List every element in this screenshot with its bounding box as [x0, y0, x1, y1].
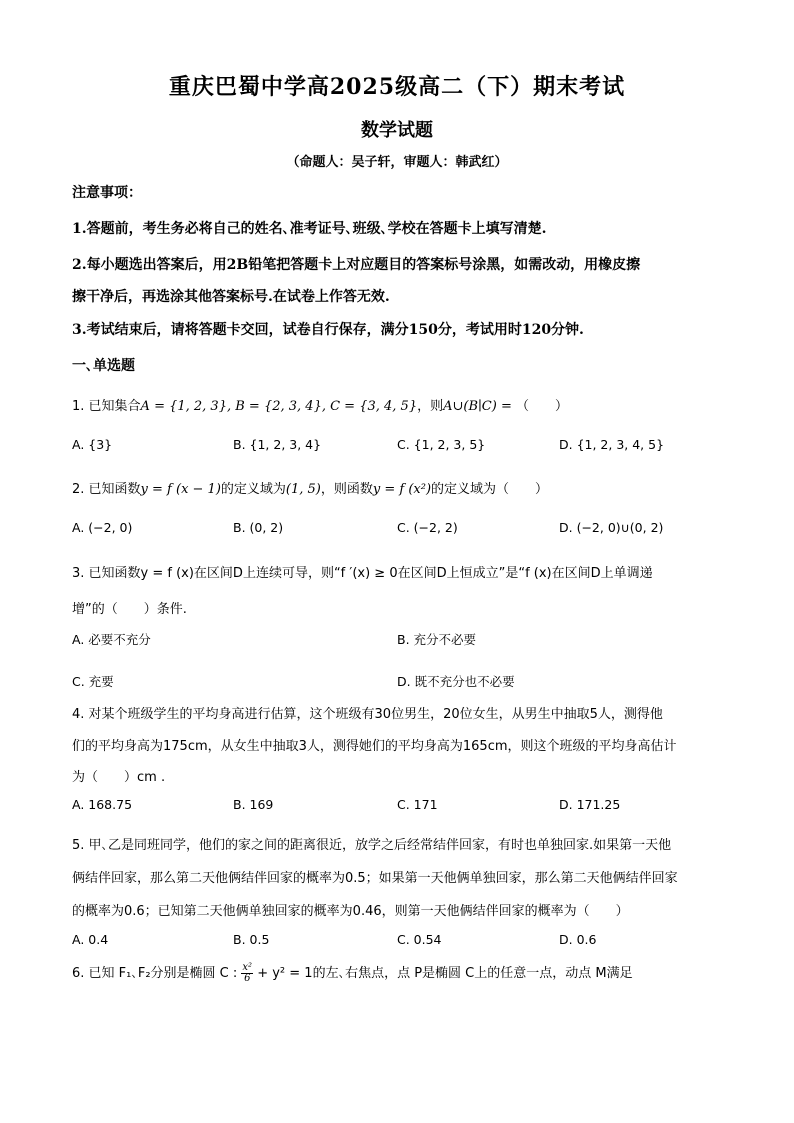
question-3-line-2: 增”的（ ）条件.: [72, 602, 187, 617]
exam-subtitle: 数学试题: [361, 120, 433, 141]
q2-func-2: y = f (x²): [372, 482, 432, 497]
question-4-line-2: 们的平均身高为175cm，从女生中抽取3人，测得她们的平均身高为165cm，则这个班级的平均身高估计: [72, 739, 677, 754]
question-5-line-3: 的概率为0.6；已知第二天他俩单独回家的概率为0.46，则第一天他俩结伴回家的概率为（ ）: [72, 904, 629, 919]
q4-option-c: C. 171: [397, 797, 438, 812]
q2-option-c: C. (−2, 2): [397, 520, 458, 535]
q3-option-a: A. 必要不充分: [72, 632, 151, 647]
q4-option-d: D. 171.25: [559, 797, 621, 812]
q1-option-d: D. {1, 2, 3, 4, 5}: [559, 437, 665, 452]
q2-stem-b: 的定义域为: [220, 482, 286, 497]
q1-option-c: C. {1, 2, 3, 5}: [397, 437, 486, 452]
q6-fraction: [241, 963, 253, 984]
note-item-2-cont: 擦干净后，再选涂其他答案标号.在试卷上作答无效.: [72, 289, 390, 305]
question-4-line-3: 为（ ）cm .: [72, 770, 166, 785]
q2-option-b: B. (0, 2): [233, 520, 284, 535]
exam-title: 重庆巴蜀中学高2025级高二（下）期末考试: [168, 74, 626, 100]
q3-option-c: C. 充要: [72, 674, 114, 689]
q1-expr: A∪(B∣C) =: [443, 399, 512, 414]
q6-frac-num: x²: [242, 962, 253, 973]
section-heading: 一､单选题: [72, 358, 135, 374]
question-6: [72, 962, 732, 984]
exam-authors: （命题人：吴子轩，审题人：韩武红）: [286, 155, 508, 170]
q2-stem-a: 2. 已知函数: [72, 482, 141, 497]
question-5-line-1: 5. 甲､乙是同班同学，他们的家之间的距离很近，放学之后经常结伴回家，有时也单独回家.如果第一天他: [72, 838, 672, 853]
q1-option-b: B. {1, 2, 3, 4}: [233, 437, 322, 452]
q5-option-b: B. 0.5: [233, 932, 270, 947]
q2-stem-c: ，则函数: [320, 482, 373, 497]
q6-frac-den: 6: [244, 973, 251, 984]
q2-func-1: y = f (x − 1): [140, 482, 221, 497]
q3-option-d: D. 既不充分也不必要: [397, 674, 515, 689]
note-item-2: 2.每小题选出答案后，用2B铅笔把答题卡上对应题目的答案标号涂黑，如需改动，用橡皮擦: [72, 257, 641, 273]
notes-heading: 注意事项：: [72, 185, 142, 201]
q5-option-a: A. 0.4: [72, 932, 109, 947]
q5-option-d: D. 0.6: [559, 932, 597, 947]
q4-option-b: B. 169: [233, 797, 274, 812]
q2-stem-d: 的定义域为（ ）: [431, 482, 549, 497]
q6-stem-b: + y² = 1的左､右焦点，点 P是椭圆 C上的任意一点，动点 M满足: [257, 966, 633, 981]
q1-blank: （ ）: [515, 399, 568, 414]
q2-option-d: D. (−2, 0)∪(0, 2): [559, 520, 664, 535]
q5-option-c: C. 0.54: [397, 932, 442, 947]
q2-domain-1: (1, 5): [285, 482, 321, 497]
question-5-line-2: 俩结伴回家，那么第二天他俩结伴回家的概率为0.5；如果第一天他俩单独回家，那么第二天他俩结伴回家: [72, 871, 678, 886]
q1-stem-b: ，则: [417, 399, 444, 414]
question-1: [72, 395, 732, 414]
q4-option-a: A. 168.75: [72, 797, 133, 812]
question-3-line-1: 3. 已知函数y = f (x)在区间D上连续可导，则“f ′(x) ≥ 0在区间D上恒成立”是“f (x)在区间D上单调递: [72, 566, 653, 581]
question-4-line-1: 4. 对某个班级学生的平均身高进行估算，这个班级有30位男生，20位女生，从男生中抽取5人，测得他: [72, 707, 663, 722]
q1-sets: A = {1, 2, 3}, B = {2, 3, 4}, C = {3, 4, 5}: [140, 399, 418, 414]
note-item-1: 1.答题前，考生务必将自己的姓名､准考证号､班级､学校在答题卡上填写清楚.: [72, 221, 547, 237]
q1-option-a: A. {3}: [72, 437, 113, 452]
q3-option-b: B. 充分不必要: [397, 632, 477, 647]
note-item-3: 3.考试结束后，请将答题卡交回，试卷自行保存，满分150分，考试用时120分钟.: [72, 322, 584, 338]
q2-option-a: A. (−2, 0): [72, 520, 133, 535]
q1-stem: 1. 已知集合: [72, 399, 141, 414]
q6-stem-a: 6. 已知 F₁､F₂分别是椭圆 C :: [72, 966, 238, 981]
question-2: [72, 478, 732, 497]
